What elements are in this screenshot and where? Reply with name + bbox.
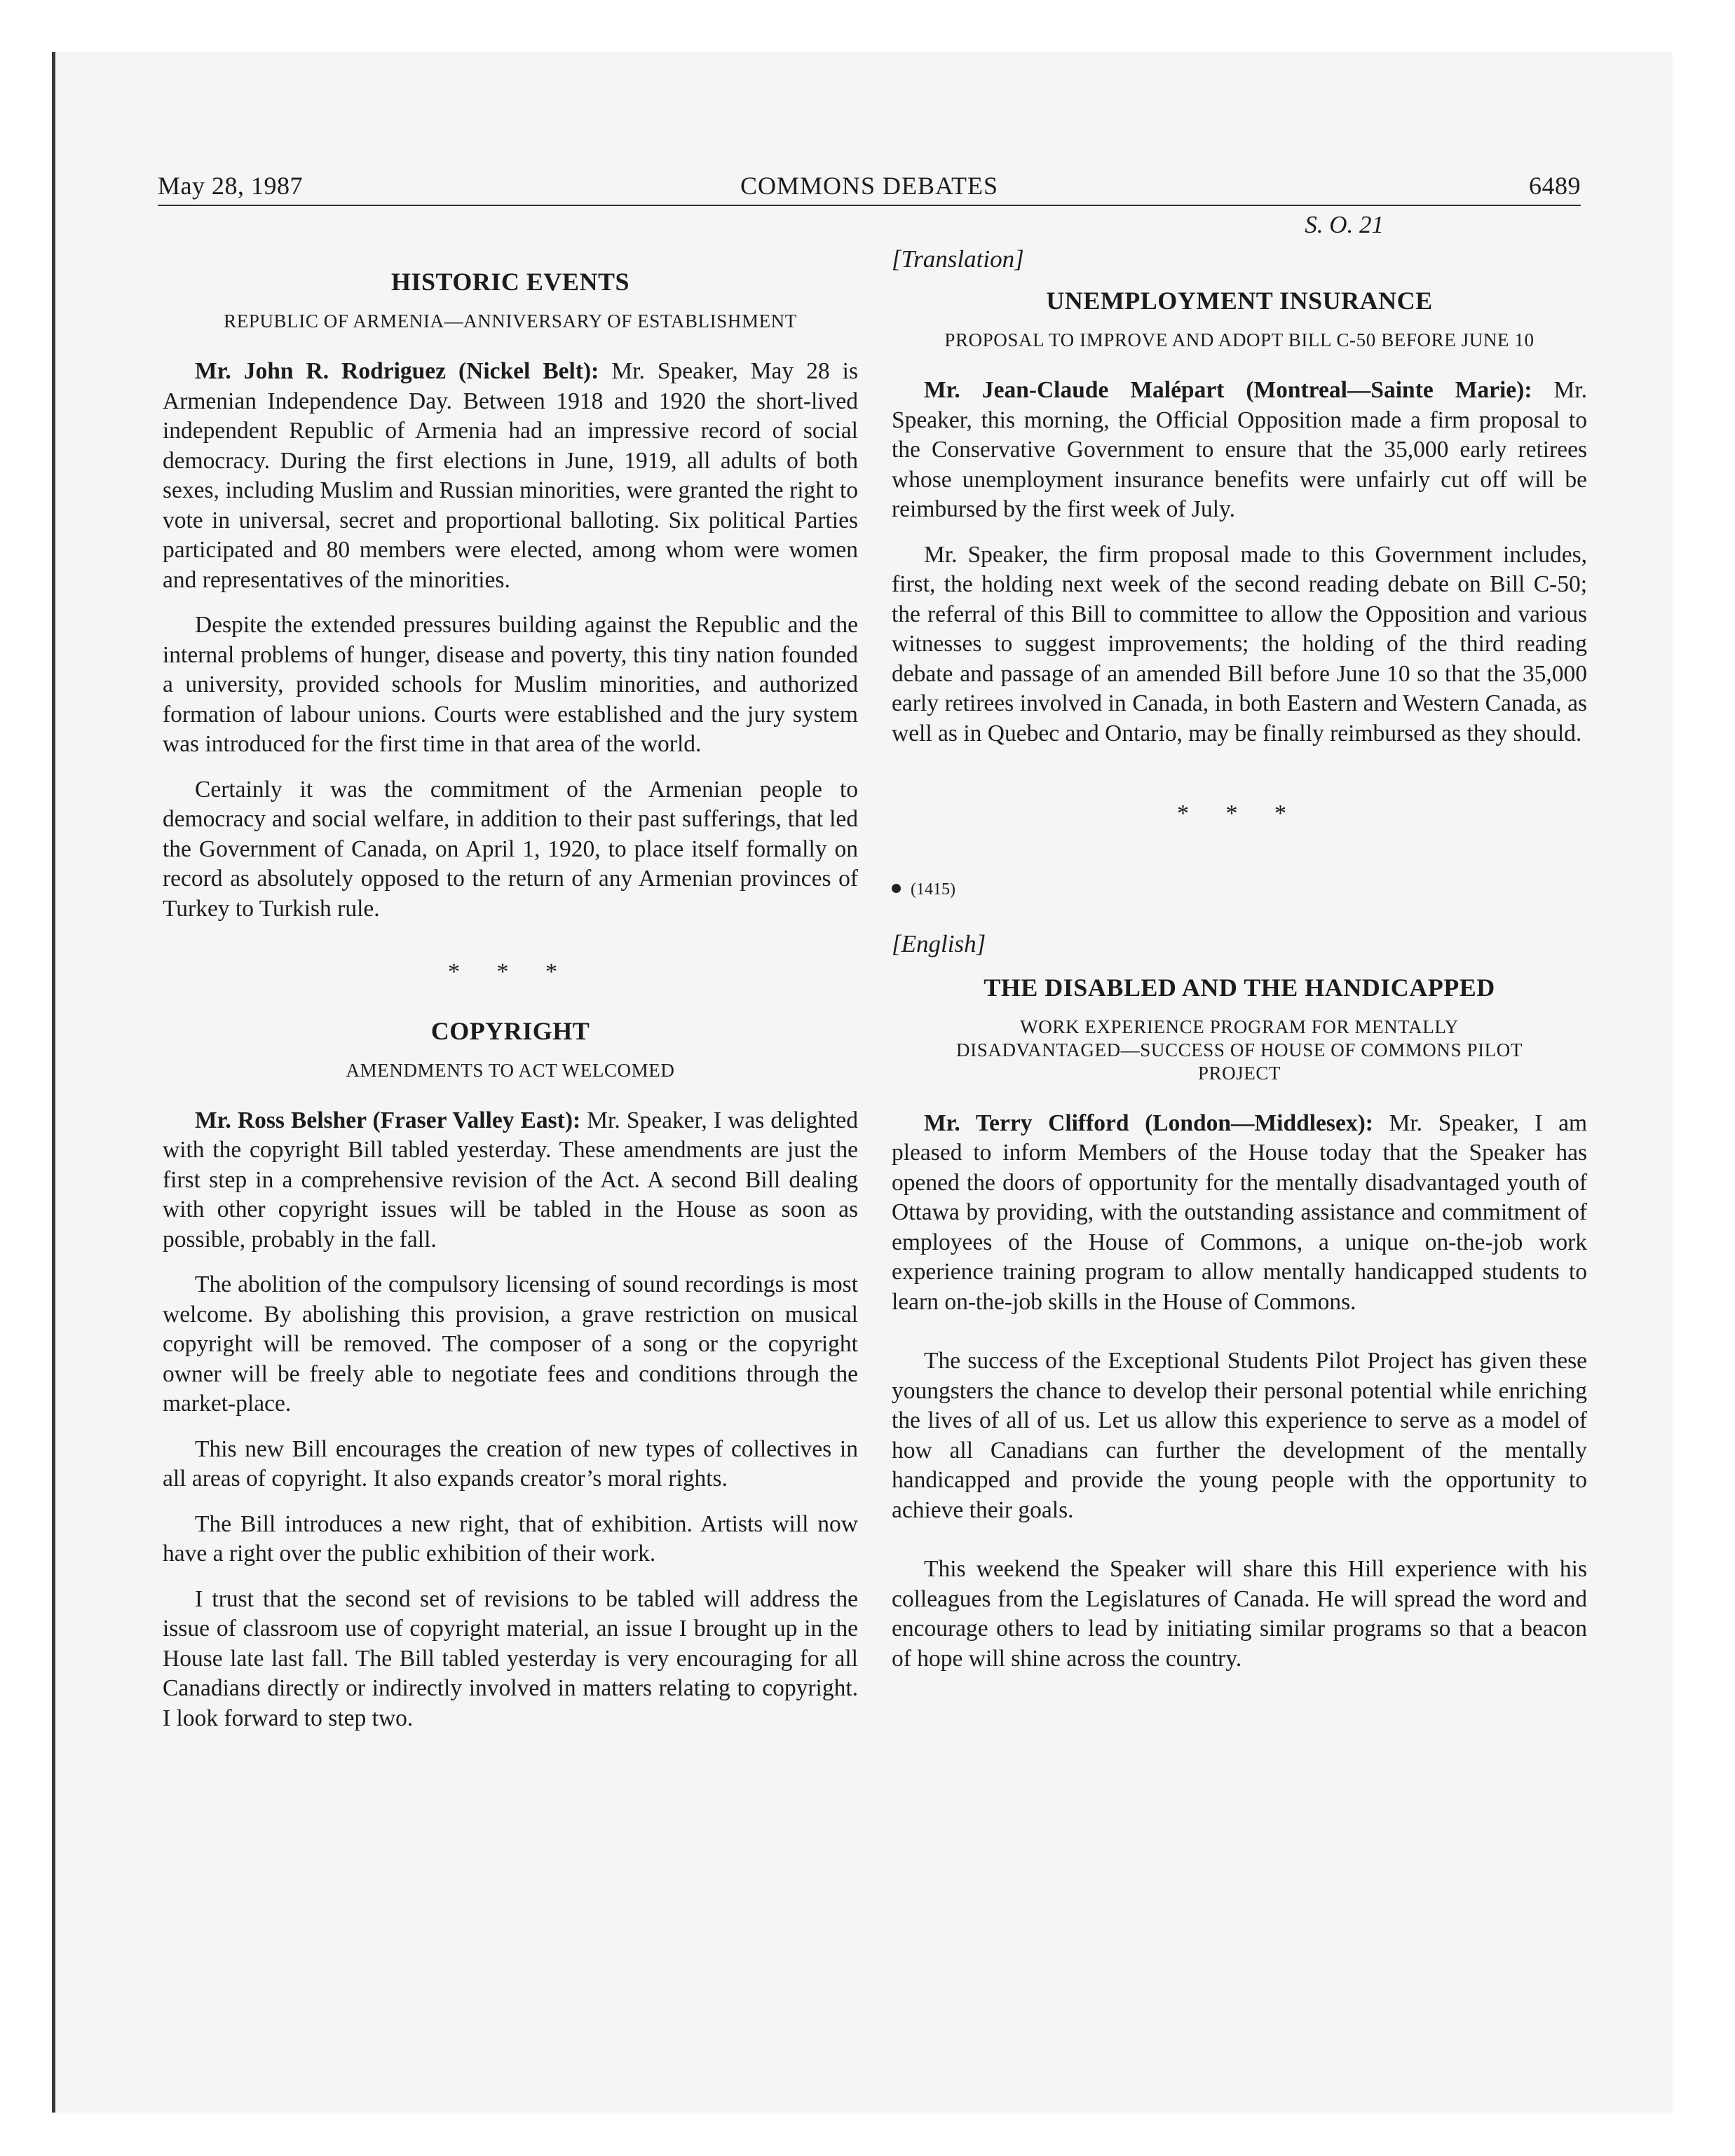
speaker-name: Mr. John R. Rodriguez (Nickel Belt): [195,358,599,384]
timestamp: (1415) [911,880,955,899]
translation-label: [Translation] [892,245,1024,273]
speaker-name: Mr. Jean-Claude Malépart (Montreal—Sainte Marie): [924,377,1532,403]
heading-disabled-handicapped: THE DISABLED AND THE HANDICAPPED [984,973,1495,1002]
subheading-armenia: REPUBLIC OF ARMENIA—ANNIVERSARY OF ESTABLISHMENT [224,311,797,332]
section-separator: * * * [448,959,573,985]
left-column [163,210,858,1749]
paragraph: Mr. Speaker, the firm proposal made to this Government includes, first, the holding next week of the second reading debate on Bill C-50; the referral of this Bill to committee to allow the Opposition and various witnesses to suggest improvements; the holding of the third reading debate and passage of an amended Bill before June 10 so that the 35,000 early retirees involved in Canada, in both Eastern and Western Canada, as well as in Quebec and Ontario, may be finally reimbursed as they should. [892,541,1587,746]
paragraph: Mr. Jean-Claude Malépart (Montreal—Sainte Marie): Mr. Speaker, this morning, the Official Opposition made a firm proposal to the Conservative Government to ensure that the 35,000 early retirees whose unemployment insurance benefits were unfairly cut off will be reimbursed by the first week of July. [892,377,1587,522]
subheading-bill-c50: PROPOSAL TO IMPROVE AND ADOPT BILL C-50 BEFORE JUNE 10 [944,329,1535,350]
paragraph: The success of the Exceptional Students Pilot Project has given these youngsters the chance to develop their personal potential while enriching the lives of all of us. Let us allow this experience to serve as a model of how all Canadians can further the development of the mentally handicapped and provide the young people with the opportunity to achieve their goals. [892,1348,1587,1523]
scan-edge [52,52,55,2113]
english-label: [English] [892,930,986,957]
header-title: COMMONS DEBATES [740,172,999,200]
speaker-name: Mr. Terry Clifford (London—Middlesex): [924,1110,1373,1136]
header-page-number: 6489 [1529,172,1581,200]
paragraph: The abolition of the compulsory licensing of sound recordings is most welcome. By abolishing this provision, a grave restriction on musical copyright will be removed. The composer of a song or the copyright owner will be freely able to negotiate fees and conditions through the market-place. [163,1271,858,1417]
header-date: May 28, 1987 [158,172,303,200]
paragraph: Despite the extended pressures building against the Republic and the internal problems of hunger, disease and poverty, this tiny nation founded a university, provided schools for Muslim minorities, and authorized formation of labour unions. Courts were established and the jury system was introduced for the first time in that area of the world. [163,612,858,757]
heading-copyright: COPYRIGHT [430,1016,590,1045]
paragraph: The Bill introduces a new right, that of exhibition. Artists will now have a right over the public exhibition of their work. [163,1510,858,1567]
paragraph: I trust that the second set of revisions to be tabled will address the issue of classroom use of copyright material, an issue I brought up in the House late last fall. The Bill tabled yesterday is very encouraging for all Canadians directly or indirectly involved in matters relating to copyright. I look forward to step two. [163,1585,858,1731]
heading-historic-events: HISTORIC EVENTS [391,268,630,296]
paragraph: Mr. John R. Rodriguez (Nickel Belt): Mr. Speaker, May 28 is Armenian Independence Day. Between 1918 and 1920 the short-lived independent Republic of Armenia had an impressive record of social democracy. During the first elections in June, 1919, all adults of both sexes, including Muslim and Russian minorities, were granted the right to vote in universal, secret and proportional balloting. Six political Parties participated and 80 members were elected, among whom were women and representatives of the minorities. [163,358,859,593]
paragraph: Mr. Terry Clifford (London—Middlesex): Mr. Speaker, I am pleased to inform Members of the House today that the Speaker has opened the doors of opportunity for the mentally disadvantaged youth of Ottawa by providing, with the outstanding assistance and commitment of employees of the House of Commons, a unique on-the-job work experience training program to allow mentally handicapped students to learn on-the-job skills in the House of Commons. [892,1110,1588,1315]
paragraph: This weekend the Speaker will share this Hill experience with his colleagues from the Legislatures of Canada. He will spread the word and encourage others to lead by initiating similar programs so that a beacon of hope will shine across the country. [892,1556,1587,1672]
paragraph: Certainly it was the commitment of the Armenian people to democracy and social welfare, in addition to their past sufferings, that led the Government of Canada, on April 1, 1920, to place itself formally on record as absolutely opposed to the return of any Armenian provinces of Turkey to Turkish rule. [163,776,858,922]
header-rule [158,205,1581,206]
standing-order-label: S. O. 21 [1305,211,1384,238]
right-column [892,210,1587,1689]
subheading-work-experience: WORK EXPERIENCE PROGRAM FOR MENTALLY DISADVANTAGED—SUCCESS OF HOUSE OF COMMONS PILOT PROJECT [956,1016,1523,1084]
subheading-copyright: AMENDMENTS TO ACT WELCOMED [346,1059,675,1081]
speaker-name: Mr. Ross Belsher (Fraser Valley East): [195,1107,581,1133]
bullet-icon [892,884,901,893]
paragraph: Mr. Ross Belsher (Fraser Valley East): Mr. Speaker, I was delighted with the copyright Bill tabled yesterday. These amendments are just the first step in a comprehensive revision of the Act. A second Bill dealing with other copyright issues will be tabled in the House as soon as possible, probably in the fall. [163,1107,858,1253]
paragraph: This new Bill encourages the creation of new types of collectives in all areas of copyright. It also expands creator’s moral rights. [163,1435,858,1492]
timestamp-marker [892,873,1587,905]
heading-unemployment-insurance: UNEMPLOYMENT INSURANCE [1046,287,1433,315]
page-header [158,171,1581,206]
section-separator: * * * [1177,800,1302,826]
